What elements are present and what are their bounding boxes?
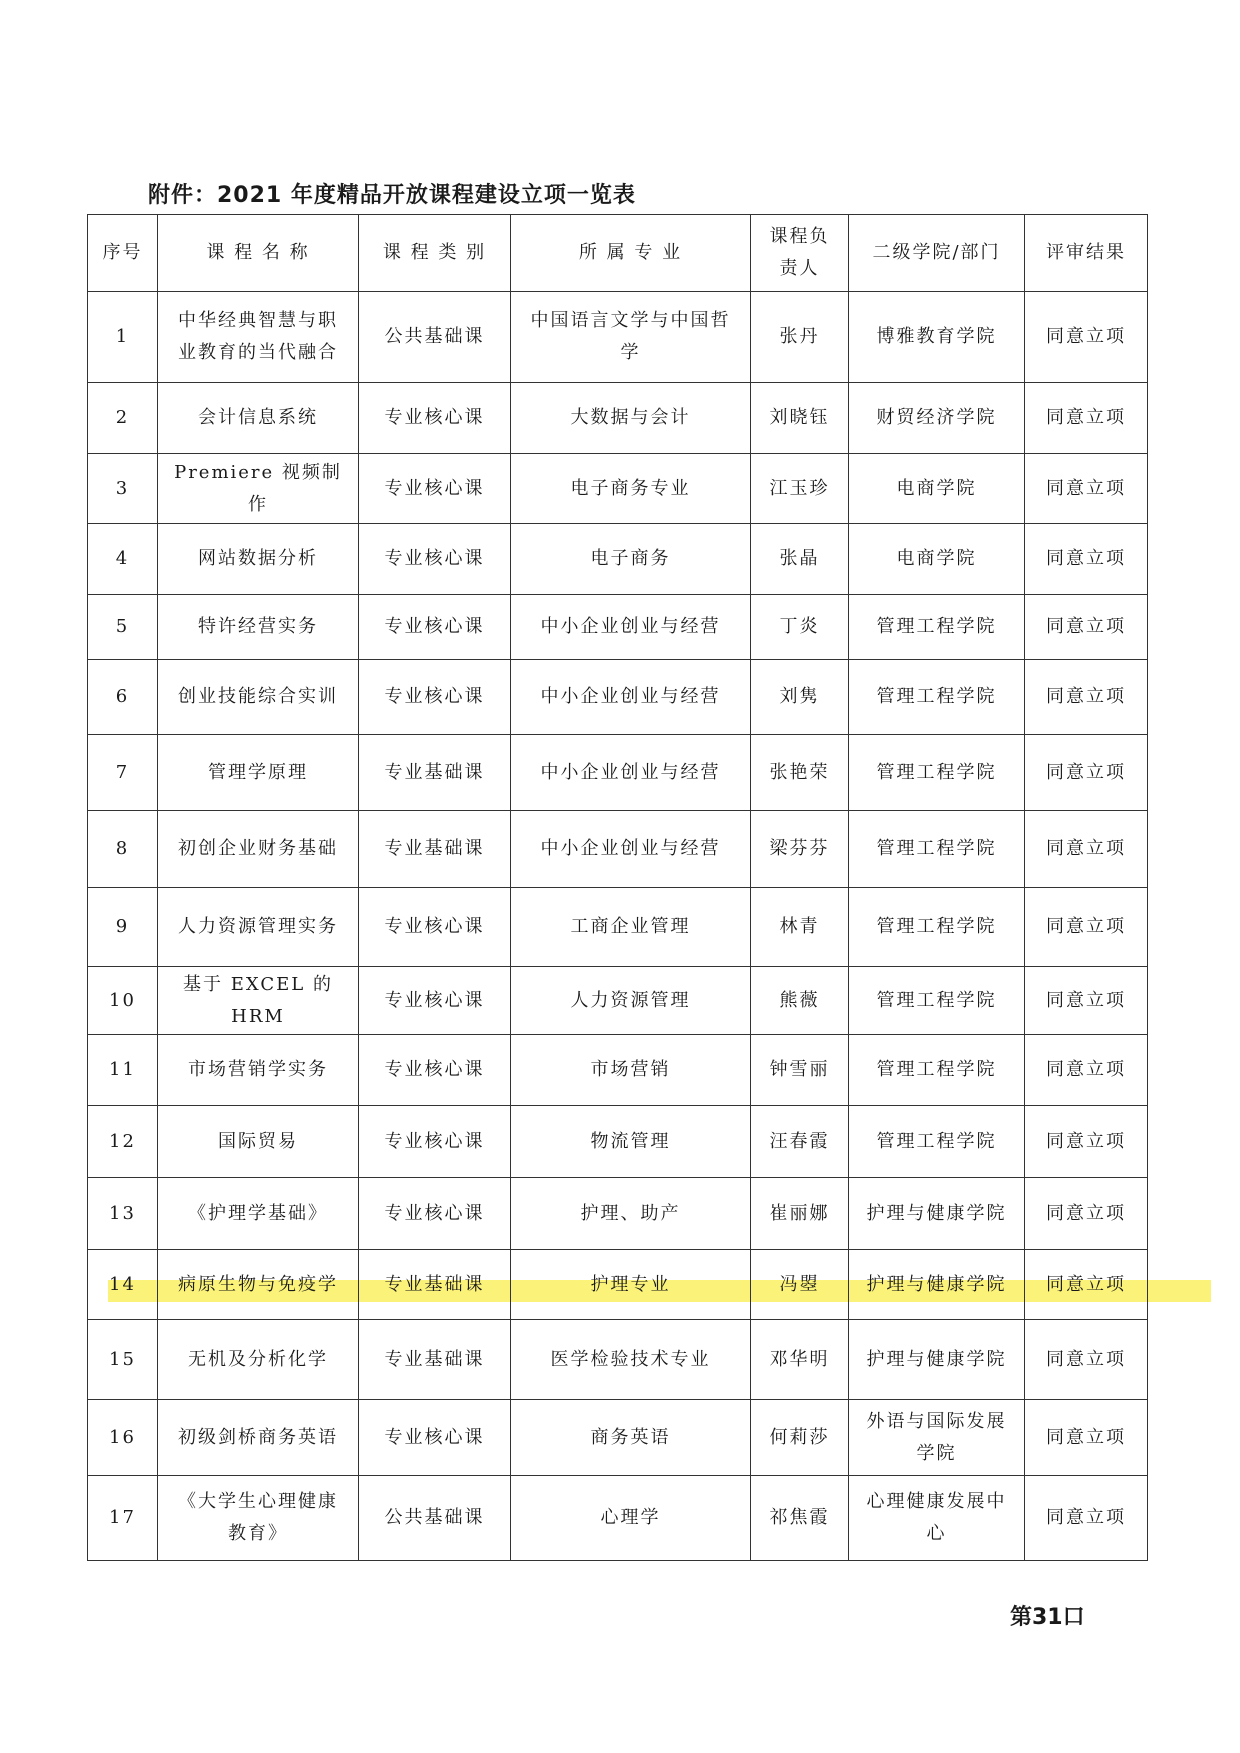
page-number: 第31口	[1010, 1605, 1085, 1630]
cell-major: 中小企业创业与经营	[511, 735, 751, 811]
cell-course-type: 专业基础课	[359, 811, 511, 888]
cell-result: 同意立项	[1025, 595, 1148, 660]
cell-major: 商务英语	[511, 1400, 751, 1476]
cell-index: 6	[88, 660, 158, 735]
cell-department: 管理工程学院	[849, 967, 1025, 1035]
cell-index: 15	[88, 1320, 158, 1400]
cell-department: 博雅教育学院	[849, 292, 1025, 383]
cell-course-type: 专业核心课	[359, 1400, 511, 1476]
header-lead: 课程负责人	[751, 215, 849, 292]
table-row	[88, 888, 1148, 967]
cell-major: 大数据与会计	[511, 383, 751, 454]
header-course-type: 课 程 类 别	[359, 215, 511, 292]
cell-major: 中小企业创业与经营	[511, 660, 751, 735]
cell-department: 管理工程学院	[849, 1106, 1025, 1178]
table-row	[88, 292, 1148, 383]
cell-result: 同意立项	[1025, 1400, 1148, 1476]
table-row	[88, 735, 1148, 811]
cell-department: 护理与健康学院	[849, 1178, 1025, 1250]
cell-course-type: 公共基础课	[359, 1476, 511, 1561]
cell-course-name: 初级剑桥商务英语	[158, 1400, 359, 1476]
cell-major: 中小企业创业与经营	[511, 811, 751, 888]
header-result: 评审结果	[1025, 215, 1148, 292]
cell-lead: 钟雪丽	[751, 1035, 849, 1106]
table-row	[88, 1400, 1148, 1476]
table-row	[88, 595, 1148, 660]
cell-major: 电子商务专业	[511, 454, 751, 524]
cell-course-name: 特许经营实务	[158, 595, 359, 660]
cell-course-type: 公共基础课	[359, 292, 511, 383]
cell-course-type: 专业核心课	[359, 524, 511, 595]
cell-lead: 林青	[751, 888, 849, 967]
cell-result: 同意立项	[1025, 735, 1148, 811]
cell-lead: 崔丽娜	[751, 1178, 849, 1250]
table-row	[88, 1250, 1148, 1320]
cell-course-type: 专业基础课	[359, 1250, 511, 1320]
cell-index: 12	[88, 1106, 158, 1178]
header-index: 序号	[88, 215, 158, 292]
cell-course-name: 《大学生心理健康教育》	[158, 1476, 359, 1561]
cell-department: 管理工程学院	[849, 811, 1025, 888]
table-row	[88, 454, 1148, 524]
cell-course-type: 专业核心课	[359, 454, 511, 524]
cell-major: 市场营销	[511, 1035, 751, 1106]
table-row	[88, 524, 1148, 595]
cell-index: 11	[88, 1035, 158, 1106]
cell-course-name: 创业技能综合实训	[158, 660, 359, 735]
cell-course-type: 专业基础课	[359, 735, 511, 811]
table-row	[88, 383, 1148, 454]
cell-department: 管理工程学院	[849, 888, 1025, 967]
cell-result: 同意立项	[1025, 967, 1148, 1035]
cell-lead: 江玉珍	[751, 454, 849, 524]
cell-lead: 张丹	[751, 292, 849, 383]
cell-index: 2	[88, 383, 158, 454]
cell-lead: 刘隽	[751, 660, 849, 735]
cell-lead: 丁炎	[751, 595, 849, 660]
cell-major: 人力资源管理	[511, 967, 751, 1035]
header-department: 二级学院/部门	[849, 215, 1025, 292]
cell-course-name: 会计信息系统	[158, 383, 359, 454]
cell-department: 管理工程学院	[849, 595, 1025, 660]
header-course-name: 课 程 名 称	[158, 215, 359, 292]
cell-course-type: 专业核心课	[359, 967, 511, 1035]
cell-department: 管理工程学院	[849, 1035, 1025, 1106]
cell-result: 同意立项	[1025, 454, 1148, 524]
cell-department: 护理与健康学院	[849, 1320, 1025, 1400]
cell-major: 护理、助产	[511, 1178, 751, 1250]
cell-course-name: Premiere 视频制作	[158, 454, 359, 524]
cell-course-name: 病原生物与免疫学	[158, 1250, 359, 1320]
cell-department: 管理工程学院	[849, 735, 1025, 811]
cell-department: 电商学院	[849, 454, 1025, 524]
cell-result: 同意立项	[1025, 1178, 1148, 1250]
cell-course-type: 专业核心课	[359, 595, 511, 660]
table-row	[88, 660, 1148, 735]
cell-lead: 何莉莎	[751, 1400, 849, 1476]
cell-course-type: 专业核心课	[359, 660, 511, 735]
cell-result: 同意立项	[1025, 1320, 1148, 1400]
cell-department: 管理工程学院	[849, 660, 1025, 735]
cell-course-type: 专业核心课	[359, 1178, 511, 1250]
cell-index: 3	[88, 454, 158, 524]
cell-lead: 冯曌	[751, 1250, 849, 1320]
cell-course-name: 初创企业财务基础	[158, 811, 359, 888]
cell-course-type: 专业核心课	[359, 383, 511, 454]
cell-major: 医学检验技术专业	[511, 1320, 751, 1400]
cell-index: 13	[88, 1178, 158, 1250]
cell-index: 8	[88, 811, 158, 888]
cell-department: 电商学院	[849, 524, 1025, 595]
cell-result: 同意立项	[1025, 1106, 1148, 1178]
cell-result: 同意立项	[1025, 292, 1148, 383]
table-row	[88, 1476, 1148, 1561]
cell-result: 同意立项	[1025, 1035, 1148, 1106]
cell-course-name: 人力资源管理实务	[158, 888, 359, 967]
cell-result: 同意立项	[1025, 524, 1148, 595]
table-row	[88, 967, 1148, 1035]
cell-index: 1	[88, 292, 158, 383]
cell-index: 9	[88, 888, 158, 967]
project-table	[87, 214, 1148, 1561]
cell-course-type: 专业核心课	[359, 1106, 511, 1178]
cell-lead: 刘晓钰	[751, 383, 849, 454]
table-row	[88, 811, 1148, 888]
cell-major: 电子商务	[511, 524, 751, 595]
table-header-row	[88, 215, 1148, 292]
cell-department: 心理健康发展中心	[849, 1476, 1025, 1561]
cell-index: 14	[88, 1250, 158, 1320]
cell-course-name: 网站数据分析	[158, 524, 359, 595]
cell-major: 中国语言文学与中国哲学	[511, 292, 751, 383]
header-major: 所 属 专 业	[511, 215, 751, 292]
cell-lead: 汪春霞	[751, 1106, 849, 1178]
cell-lead: 邓华明	[751, 1320, 849, 1400]
table-row	[88, 1178, 1148, 1250]
cell-lead: 祁焦霞	[751, 1476, 849, 1561]
cell-result: 同意立项	[1025, 1250, 1148, 1320]
cell-lead: 张晶	[751, 524, 849, 595]
cell-course-type: 专业核心课	[359, 1035, 511, 1106]
cell-course-name: 国际贸易	[158, 1106, 359, 1178]
cell-index: 16	[88, 1400, 158, 1476]
cell-major: 中小企业创业与经营	[511, 595, 751, 660]
cell-index: 7	[88, 735, 158, 811]
table-row	[88, 1106, 1148, 1178]
cell-lead: 张艳荣	[751, 735, 849, 811]
cell-result: 同意立项	[1025, 383, 1148, 454]
cell-course-name: 《护理学基础》	[158, 1178, 359, 1250]
cell-department: 财贸经济学院	[849, 383, 1025, 454]
cell-result: 同意立项	[1025, 1476, 1148, 1561]
cell-major: 工商企业管理	[511, 888, 751, 967]
cell-major: 心理学	[511, 1476, 751, 1561]
cell-major: 护理专业	[511, 1250, 751, 1320]
cell-course-type: 专业基础课	[359, 1320, 511, 1400]
cell-result: 同意立项	[1025, 811, 1148, 888]
cell-index: 5	[88, 595, 158, 660]
cell-index: 10	[88, 967, 158, 1035]
cell-department: 护理与健康学院	[849, 1250, 1025, 1320]
cell-major: 物流管理	[511, 1106, 751, 1178]
cell-lead: 梁芬芬	[751, 811, 849, 888]
table-row	[88, 1320, 1148, 1400]
document-title: 附件：2021 年度精品开放课程建设立项一览表	[148, 183, 636, 208]
cell-course-name: 无机及分析化学	[158, 1320, 359, 1400]
cell-result: 同意立项	[1025, 888, 1148, 967]
cell-course-name: 基于 EXCEL 的 HRM	[158, 967, 359, 1035]
cell-result: 同意立项	[1025, 660, 1148, 735]
cell-department: 外语与国际发展学院	[849, 1400, 1025, 1476]
cell-course-type: 专业核心课	[359, 888, 511, 967]
cell-index: 4	[88, 524, 158, 595]
table-row	[88, 1035, 1148, 1106]
cell-course-name: 中华经典智慧与职业教育的当代融合	[158, 292, 359, 383]
cell-index: 17	[88, 1476, 158, 1561]
cell-lead: 熊薇	[751, 967, 849, 1035]
cell-course-name: 管理学原理	[158, 735, 359, 811]
cell-course-name: 市场营销学实务	[158, 1035, 359, 1106]
